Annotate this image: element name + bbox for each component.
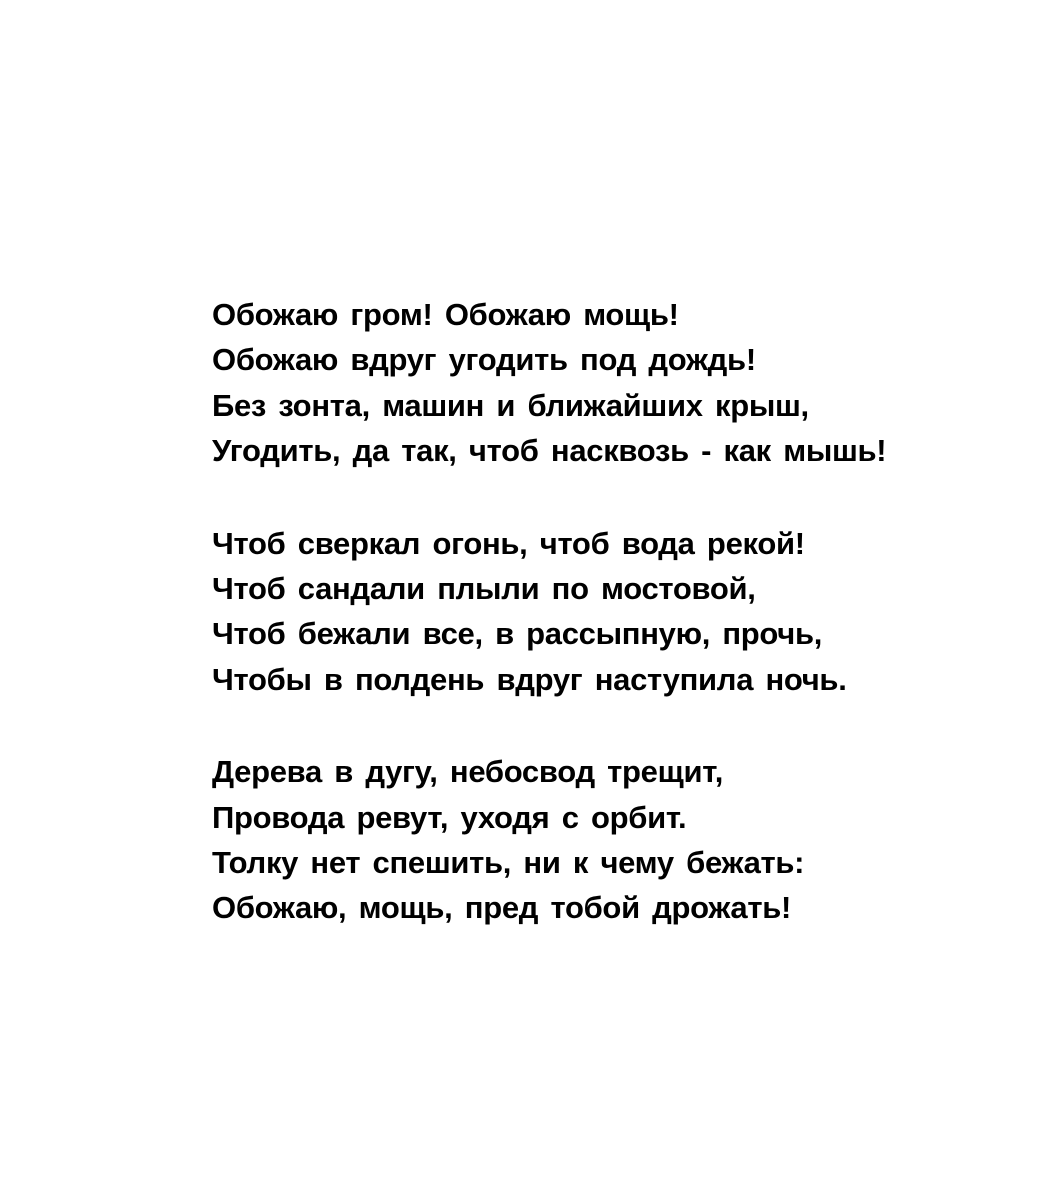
poem-line: Без зонта, машин и ближайших крыш, <box>212 387 809 423</box>
poem-line: Провода ревут, уходя с орбит. <box>212 799 687 835</box>
poem-line: Обожаю гром! Обожаю мощь! <box>212 297 679 332</box>
poem-line: Обожаю вдруг угодить под дождь! <box>212 342 756 378</box>
poem-line: Чтоб сандали плыли по мостовой, <box>212 571 756 607</box>
poem-line: Обожаю, мощь, пред тобой дрожать! <box>212 890 792 926</box>
poem-line: Толку нет спешить, ни к чему бежать: <box>212 845 805 881</box>
stanza-3 <box>212 749 1012 931</box>
stanza-1 <box>212 292 1012 474</box>
poem-line: Чтоб сверкал огонь, чтоб вода рекой! <box>212 525 805 561</box>
poem-line: Чтобы в полдень вдруг наступила ночь. <box>212 661 847 697</box>
stanza-2 <box>212 521 1012 703</box>
poem-line: Угодить, да так, чтоб насквозь - как мышь! <box>212 433 887 469</box>
poem-text <box>212 292 1012 931</box>
poem-line: Дерева в дугу, небосвод трещит, <box>212 754 724 790</box>
poem-line: Чтоб бежали все, в рассыпную, прочь, <box>212 616 823 652</box>
